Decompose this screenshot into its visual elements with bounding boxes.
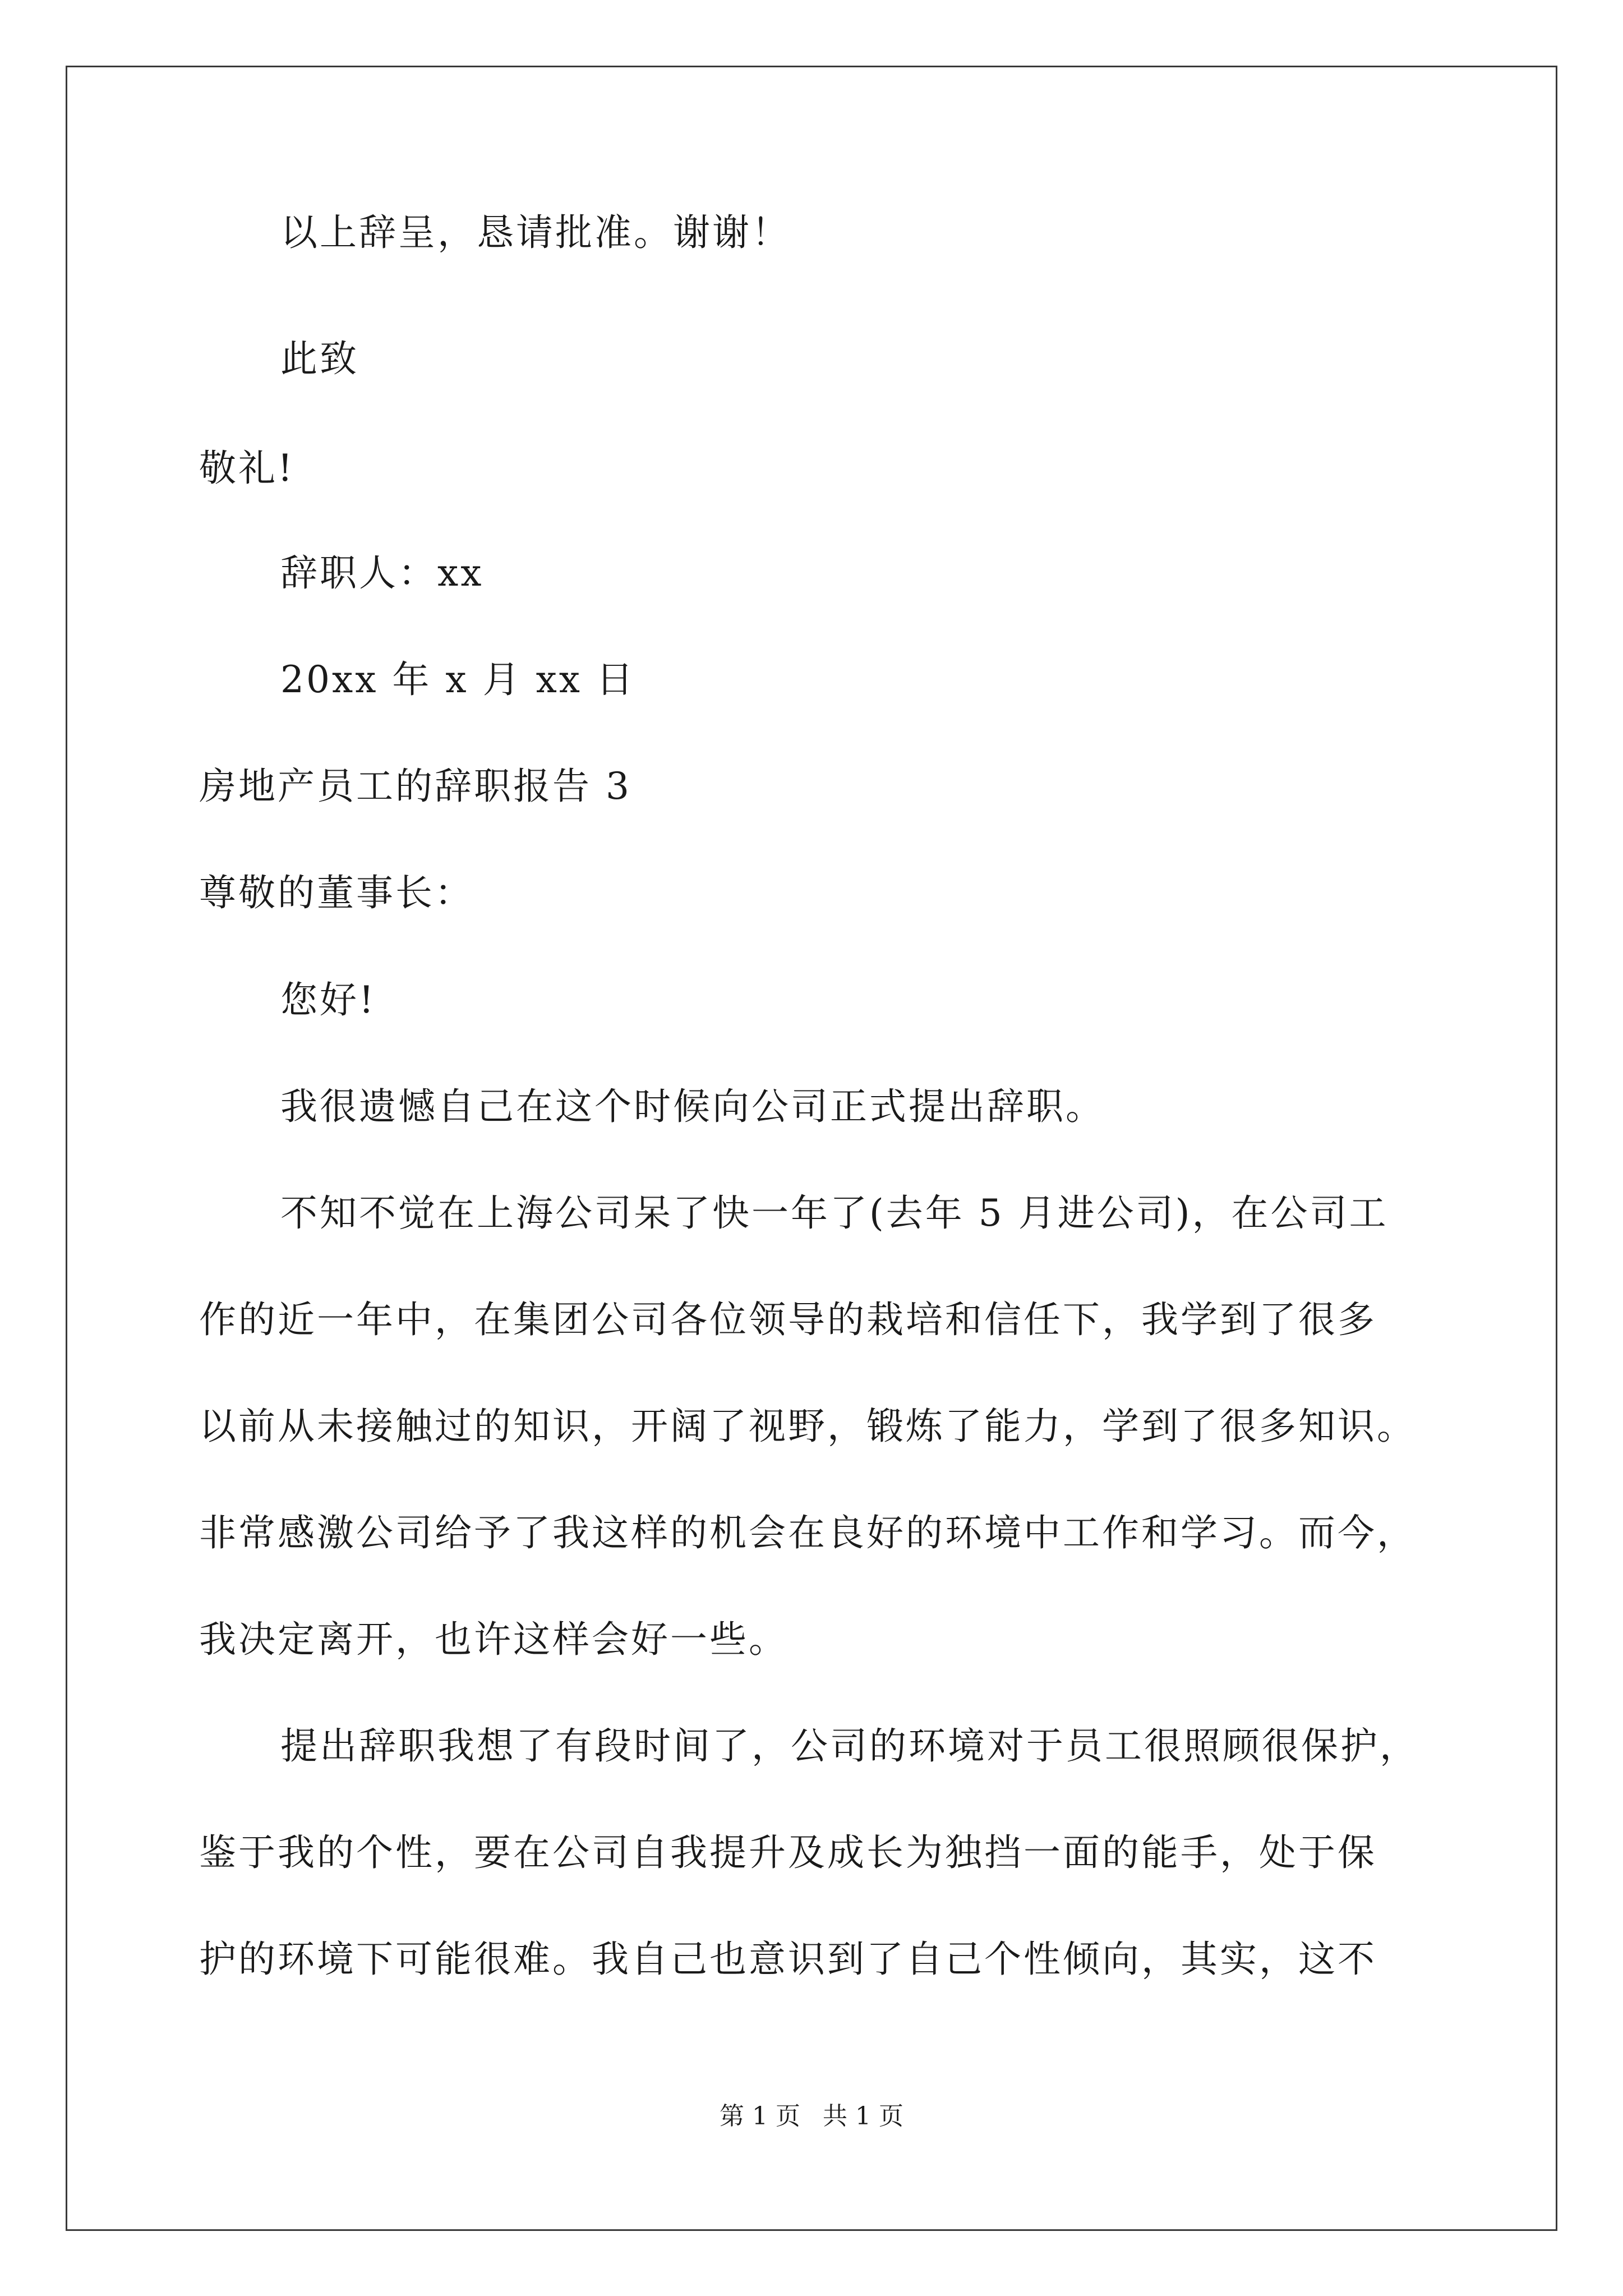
- body-paragraph-line: 非常感激公司给予了我这样的机会在良好的环境中工作和学习。而今，: [199, 1511, 1416, 1554]
- addressee-line: 尊敬的董事长：: [199, 871, 474, 914]
- section-title: 房地产员工的辞职报告 3: [199, 765, 631, 808]
- salutation-cizhi: 此致: [280, 337, 359, 380]
- page-number-current: 第 1 页: [720, 2102, 800, 2131]
- page-footer: [0, 2101, 1623, 2132]
- page-border: [66, 66, 1557, 2231]
- body-paragraph-line: 我很遗憾自己在这个时候向公司正式提出辞职。: [280, 1085, 1105, 1128]
- closing-request-line: 以上辞呈，恳请批准。谢谢！: [280, 211, 791, 254]
- body-paragraph-line: 不知不觉在上海公司呆了快一年了(去年 5 月进公司)，在公司工: [280, 1191, 1389, 1235]
- body-paragraph-line: 鉴于我的个性，要在公司自我提升及成长为独挡一面的能手，处于保: [199, 1831, 1377, 1874]
- page-number-total: 共 1 页: [823, 2102, 903, 2131]
- date-line: 20xx 年 x 月 xx 日: [280, 658, 635, 701]
- body-paragraph-line: 提出辞职我想了有段时间了，公司的环境对于员工很照顾很保护，: [280, 1724, 1419, 1768]
- body-paragraph-line: 作的近一年中，在集团公司各位领导的栽培和信任下，我学到了很多: [199, 1298, 1377, 1341]
- salutation-jingli: 敬礼!: [199, 447, 295, 490]
- body-paragraph-line: 我决定离开，也许这样会好一些。: [199, 1618, 788, 1661]
- body-paragraph-line: 以前从未接触过的知识，开阔了视野，锻炼了能力，学到了很多知识。: [199, 1405, 1416, 1448]
- signer-line: 辞职人：xx: [280, 551, 484, 595]
- greeting-line: 您好!: [280, 978, 376, 1022]
- body-paragraph-line: 护的环境下可能很难。我自己也意识到了自己个性倾向，其实，这不: [199, 1938, 1377, 1981]
